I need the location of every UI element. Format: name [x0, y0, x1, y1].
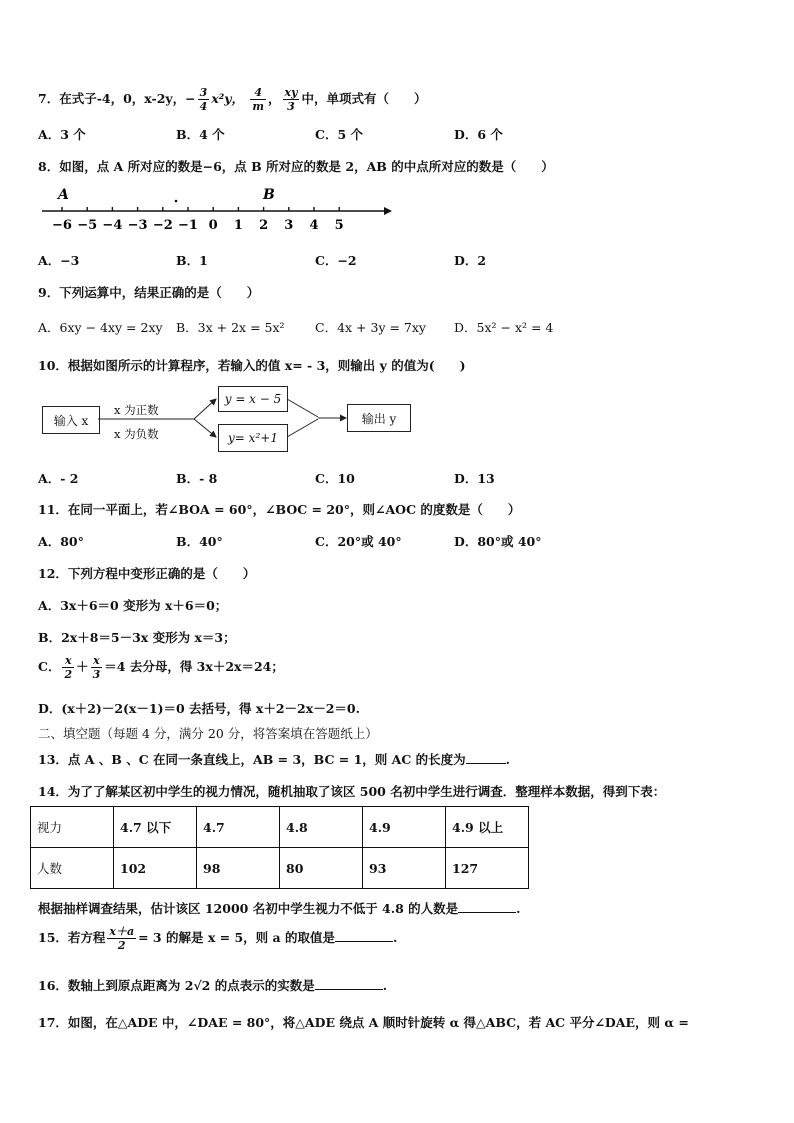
q7-fraction-2-num: 4 [250, 86, 266, 100]
q12-option-b[interactable]: B．2x＋8＝5－3x 变形为 x＝3； [38, 630, 236, 645]
q16-stem [38, 976, 387, 994]
table-cell: 视力 [31, 807, 114, 848]
q7-option-a[interactable]: A．3 个 [38, 127, 86, 142]
table-cell: 4.9 以上 [446, 807, 529, 848]
number-line-label-a: A [58, 187, 69, 203]
q11-option-b[interactable]: B．40° [176, 534, 223, 549]
flow-arrow-from-negative [287, 419, 318, 437]
q12-c-fraction-1-den: 2 [64, 668, 73, 681]
q7-option-c[interactable]: C．5 个 [315, 127, 363, 142]
q15-mid: = 3 的解是 x = 5，则 a 的取值是 [138, 930, 335, 945]
q8-option-c[interactable]: C．−2 [315, 253, 357, 268]
q10-option-c[interactable]: C．10 [315, 471, 355, 486]
number-line-tick-label: −5 [77, 218, 98, 233]
q11-option-d[interactable]: D．80°或 40° [454, 534, 542, 549]
q12-c-fraction-2-den: 3 [92, 668, 101, 681]
table-cell: 4.7 以下 [114, 807, 197, 848]
q14-end: . [516, 901, 521, 916]
number-line-tick-label: −2 [152, 218, 173, 233]
number-line-tick-label: −4 [102, 218, 123, 233]
q7-stem-text: 7．在式子-4，0，x-2y， [38, 91, 186, 106]
q7-option-b[interactable]: B．4 个 [176, 127, 225, 142]
q7-fraction-3-den: 3 [287, 100, 295, 113]
section-fill-in-heading: 二、填空题（每题 4 分，满分 20 分，将答案填在答题纸上） [38, 726, 378, 741]
table-row [31, 807, 529, 848]
q9-option-a[interactable]: A．6xy − 4xy = 2xy [38, 320, 163, 335]
q15-fraction-num: x＋a [109, 925, 135, 938]
q13-answer-blank[interactable] [466, 751, 506, 764]
q7-fraction-3-num: xy [284, 86, 298, 99]
table-cell: 4.9 [363, 807, 446, 848]
number-line-tick-label: 3 [284, 218, 294, 233]
q15-fraction-den: 2 [117, 939, 126, 952]
q15-answer-blank[interactable] [335, 929, 393, 942]
q9-option-b[interactable]: B．3x + 2x = 5x² [176, 320, 285, 335]
q16-answer-blank[interactable] [315, 977, 383, 990]
q7-fraction-3 [283, 86, 300, 113]
q7-stem [38, 86, 427, 113]
number-line-midpoint-dot [175, 200, 178, 203]
vision-table [30, 806, 529, 889]
number-line-tick-label: −6 [52, 218, 72, 233]
q7-minus: − [185, 91, 196, 106]
flow-op-positive-box: y = x − 5 [218, 386, 288, 412]
q15-stem [38, 925, 397, 952]
q15-prefix: 15．若方程 [38, 930, 106, 945]
q13-stem-text: 13．点 A 、B 、C 在同一条直线上，AB = 3，BC = 1，则 AC 的长度为 [38, 752, 466, 767]
number-line-tick-label: −3 [127, 218, 148, 233]
q11-option-c[interactable]: C．20°或 40° [315, 534, 402, 549]
q10-stem: 10．根据如图所示的计算程序，若输入的值 x= - 3，则输出 y 的值为( ) [38, 358, 466, 373]
q16-end: . [382, 978, 388, 993]
q8-option-a[interactable]: A．−3 [38, 253, 80, 268]
q7-fraction-1 [198, 86, 210, 113]
table-cell: 4.7 [197, 807, 280, 848]
table-cell: 4.8 [280, 807, 363, 848]
q17-stem: 17．如图，在△ADE 中，∠DAE = 80°，将△ADE 绕点 A 顺时针旋转 α 得△ABC，若 AC 平分∠DAE，则 α = [38, 1015, 689, 1030]
q14-answer-blank[interactable] [458, 900, 516, 913]
flow-cond-negative: x 为负数 [114, 427, 159, 441]
q12-option-d[interactable]: D．(x＋2)－2(x－1)＝0 去括号，得 x＋2－2x－2＝0. [38, 701, 360, 716]
q8-option-d[interactable]: D．2 [454, 253, 487, 268]
q7-fraction-1-den: 4 [199, 100, 208, 113]
q12-option-c[interactable] [38, 654, 284, 681]
q15-fraction [107, 925, 136, 952]
table-cell: 127 [446, 848, 529, 889]
q12-c-fraction-1 [62, 654, 74, 681]
q9-option-d[interactable]: D．5x² − x² = 4 [454, 320, 554, 335]
q13-end: . [505, 752, 510, 767]
q7-stem-end: 中，单项式有（ ） [301, 91, 427, 106]
q8-stem: 8．如图，点 A 所对应的数是−6，点 B 所对应的数是 2，AB 的中点所对应的数是（ ） [38, 159, 554, 174]
table-cell: 80 [280, 848, 363, 889]
table-cell: 人数 [31, 848, 114, 889]
q12-c-fraction-2 [91, 654, 103, 681]
q12-stem: 12．下列方程中变形正确的是（ ） [38, 566, 256, 581]
table-cell: 98 [197, 848, 280, 889]
number-line-tick-label: 1 [233, 218, 243, 233]
q10-option-b[interactable]: B．- 8 [176, 471, 218, 486]
flow-cond-positive: x 为正数 [114, 403, 159, 417]
q14-after [38, 899, 521, 917]
table-cell: 93 [363, 848, 446, 889]
flow-output-box: 输出 y [347, 404, 411, 432]
q15-end: . [392, 930, 398, 945]
q12-c-fraction-1-num: x [62, 654, 74, 668]
q11-option-a[interactable]: A．80° [38, 534, 84, 549]
q7-fraction-2-den: m [252, 100, 265, 113]
number-line-tick-label: 0 [208, 218, 218, 233]
q10-option-a[interactable]: A．- 2 [38, 471, 79, 486]
number-line-tick-label: 2 [259, 218, 269, 233]
flow-input-box: 输入 x [42, 406, 100, 434]
q10-option-d[interactable]: D．13 [454, 471, 495, 486]
q7-fraction-1-num: 3 [199, 86, 208, 99]
q7-fraction-1-tail: x²y， [211, 91, 245, 106]
q13-stem [38, 750, 510, 768]
flow-arrow-to-negative [194, 419, 216, 437]
q12-option-c-label: C． [38, 659, 61, 674]
q12-c-plus: ＋ [76, 659, 89, 674]
q12-c-fraction-2-num: x [91, 654, 103, 668]
table-row [31, 848, 529, 889]
q8-option-b[interactable]: B．1 [176, 253, 208, 268]
q14-after-text: 根据抽样调查结果，估计该区 12000 名初中学生视力不低于 4.8 的人数是 [38, 901, 459, 916]
flow-arrow-from-positive [287, 399, 318, 417]
number-line-arrow-icon [384, 207, 392, 215]
q7-separator: ， [268, 91, 281, 106]
q12-option-a[interactable]: A．3x＋6＝0 变形为 x＋6＝0； [38, 598, 228, 613]
q14-stem: 14．为了了解某区初中学生的视力情况，随机抽取了该区 500 名初中学生进行调查．整理样本数据，得到下表： [38, 784, 666, 799]
number-line-tick-label: 5 [334, 218, 344, 233]
q8-number-line [38, 185, 398, 235]
flow-arrow-to-positive [194, 399, 216, 419]
flow-arrows [98, 395, 350, 445]
q9-stem: 9．下列运算中，结果正确的是（ ） [38, 285, 260, 300]
q11-stem: 11．在同一平面上，若∠BOA = 60°，∠BOC = 20°，则∠AOC 的度数是（ ） [38, 502, 521, 517]
q12-c-tail: ＝4 去分母，得 3x＋2x＝24； [104, 659, 284, 674]
q7-fraction-2 [250, 86, 266, 113]
q7-option-d[interactable]: D．6 个 [454, 127, 503, 142]
q16-stem-text: 16．数轴上到原点距离为 2√2 的点表示的实数是 [38, 978, 315, 993]
number-line-label-b: B [263, 187, 275, 203]
table-cell: 102 [114, 848, 197, 889]
number-line-tick-label: −1 [178, 218, 198, 233]
flow-op-negative-box: y= x²+1 [218, 424, 288, 452]
number-line-tick-label: 4 [309, 218, 319, 233]
q9-option-c[interactable]: C．4x + 3y = 7xy [315, 320, 426, 335]
